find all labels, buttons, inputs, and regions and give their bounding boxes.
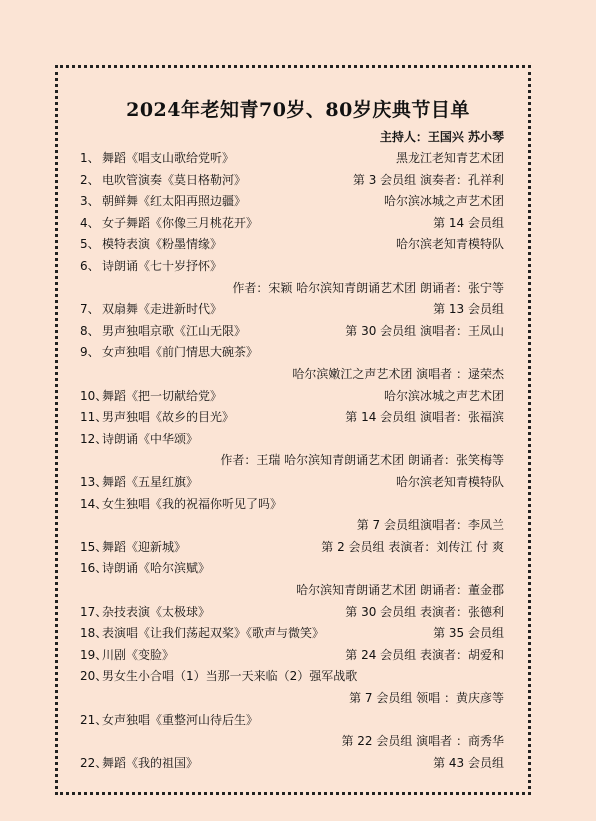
program-line <box>80 668 504 684</box>
program-line <box>80 474 504 490</box>
program-performer: 第 14 会员组 演唱者：张福滨 <box>345 410 504 425</box>
program-number: 12、 <box>80 431 108 446</box>
program-performer: 哈尔滨知青朗诵艺术团 朗诵者：董金郡 <box>296 583 504 597</box>
program-performer: 哈尔滨嫩江之声艺术团 演唱者 ：逯荣杰 <box>292 367 504 381</box>
program-line <box>80 215 504 231</box>
program-line <box>80 647 504 663</box>
program-title: 诗朗诵《哈尔滨赋》 <box>102 561 211 576</box>
program-line <box>0 452 504 468</box>
program-number: 10、 <box>80 388 108 403</box>
program-title: 舞蹈《唱支山歌给党听》 <box>102 151 235 165</box>
program-title: 模特表演《粉墨情缘》 <box>102 237 223 252</box>
program-performer: 第 7 会员组 领唱 ：黄庆彦等 <box>349 691 504 705</box>
program-performer: 作者：宋颖 哈尔滨知青朗诵艺术团 朗诵者：张宁等 <box>232 280 504 295</box>
program-title: 女生独唱《我的祝福你听见了吗》 <box>102 496 283 511</box>
program-line <box>80 409 504 425</box>
host-line: 主持人：王国兴 苏小琴 <box>379 130 504 144</box>
program-line <box>80 344 504 360</box>
program-performer: 第 35 会员组 <box>433 626 504 641</box>
program-title: 女子舞蹈《你像三月桃花开》 <box>102 215 259 230</box>
program-performer: 第 2 会员组 表演者：刘传江 付 爽 <box>321 539 504 554</box>
program-number: 9、 <box>80 345 100 360</box>
program-number: 20、 <box>80 669 108 684</box>
program-title: 舞蹈《迎新城》 <box>102 539 187 554</box>
program-line <box>80 496 504 512</box>
program-title: 双扇舞《走进新时代》 <box>102 302 223 317</box>
program-line <box>80 258 504 274</box>
program-number: 7、 <box>80 302 100 317</box>
program-number: 14、 <box>80 496 108 511</box>
program-number: 3、 <box>80 194 100 209</box>
program-title: 男声独唱《故乡的目光》 <box>102 410 235 425</box>
program-performer: 哈尔滨老知青模特队 <box>395 237 504 252</box>
program-line <box>80 604 504 620</box>
program-number: 19、 <box>80 647 108 662</box>
program-performer: 哈尔滨老知青模特队 <box>395 475 504 489</box>
program-line <box>80 236 504 252</box>
program-performer: 第 24 会员组 表演者：胡爱和 <box>345 647 504 662</box>
program-title: 女声独唱《前门情思大碗茶》 <box>102 345 259 360</box>
program-title: 舞蹈《把一切献给党》 <box>102 388 223 403</box>
program-line <box>0 280 504 296</box>
program-performer: 第 14 会员组 <box>433 215 504 230</box>
program-line <box>80 323 504 339</box>
program-number: 1、 <box>80 151 100 165</box>
program-title: 男声独唱京歌《江山无限》 <box>102 323 247 338</box>
program-title: 表演唱《让我们荡起双桨》《歌声与微笑》 <box>102 626 325 641</box>
program-line <box>80 193 504 209</box>
program-line <box>0 366 504 382</box>
program-number: 18、 <box>80 626 108 641</box>
program-number: 22、 <box>80 755 108 770</box>
program-number: 11、 <box>80 410 108 425</box>
program-performer: 第 43 会员组 <box>433 755 504 770</box>
program-title: 男女生小合唱（1）当那一天来临（2）强军战歌 <box>102 669 358 684</box>
program-line <box>80 560 504 576</box>
program-line <box>80 150 504 166</box>
program-title: 诗朗诵《七十岁抒怀》 <box>102 259 223 273</box>
program-line <box>0 690 504 706</box>
program-performer: 第 30 会员组 演唱者：王凤山 <box>345 323 504 338</box>
program-performer: 哈尔滨冰城之声艺术团 <box>383 194 504 209</box>
program-line <box>80 539 504 555</box>
program-performer: 哈尔滨冰城之声艺术团 <box>383 388 504 403</box>
program-title: 舞蹈《我的祖国》 <box>102 755 199 770</box>
program-title: 女声独唱《重整河山待后生》 <box>102 712 259 727</box>
program-number: 16、 <box>80 561 108 576</box>
program-line <box>80 388 504 404</box>
program-number: 13、 <box>80 475 108 489</box>
program-line <box>80 712 504 728</box>
document-title: 2024年老知青70岁、80岁庆典节目单 <box>126 99 470 121</box>
program-number: 8、 <box>80 323 100 338</box>
program-performer: 第 22 会员组 演唱者 ：商秀华 <box>341 734 504 749</box>
program-number: 15、 <box>80 539 108 554</box>
program-line <box>80 625 504 641</box>
program-performer: 作者：王瑞 哈尔滨知青朗诵艺术团 朗诵者：张笑梅等 <box>220 453 504 468</box>
program-number: 5、 <box>80 237 100 252</box>
program-line <box>0 582 504 598</box>
program-performer: 第 7 会员组演唱者：李凤兰 <box>356 518 504 533</box>
program-line <box>0 517 504 533</box>
program-line <box>80 301 504 317</box>
program-performer: 第 13 会员组 <box>433 302 504 317</box>
program-line <box>80 172 504 188</box>
program-title: 朝鲜舞《红太阳再照边疆》 <box>102 194 247 209</box>
program-number: 6、 <box>80 259 100 273</box>
program-number: 17、 <box>80 604 108 619</box>
program-title: 诗朗诵《中华颂》 <box>102 431 199 446</box>
program-line <box>0 733 504 749</box>
program-title: 电吹管演奏《莫日格勒河》 <box>102 172 247 187</box>
program-number: 2、 <box>80 172 100 187</box>
program-line <box>80 755 504 771</box>
program-number: 4、 <box>80 215 100 230</box>
program-title: 杂技表演《太极球》 <box>102 604 211 619</box>
program-line <box>80 431 504 447</box>
program-number: 21、 <box>80 712 108 727</box>
program-title: 舞蹈《五星红旗》 <box>102 475 199 489</box>
program-performer: 第 3 会员组 演奏者：孔祥利 <box>352 172 504 187</box>
program-performer: 第 30 会员组 表演者：张德利 <box>345 604 504 619</box>
program-title: 川剧《变脸》 <box>102 647 175 662</box>
program-performer: 黑龙江老知青艺术团 <box>395 151 504 165</box>
